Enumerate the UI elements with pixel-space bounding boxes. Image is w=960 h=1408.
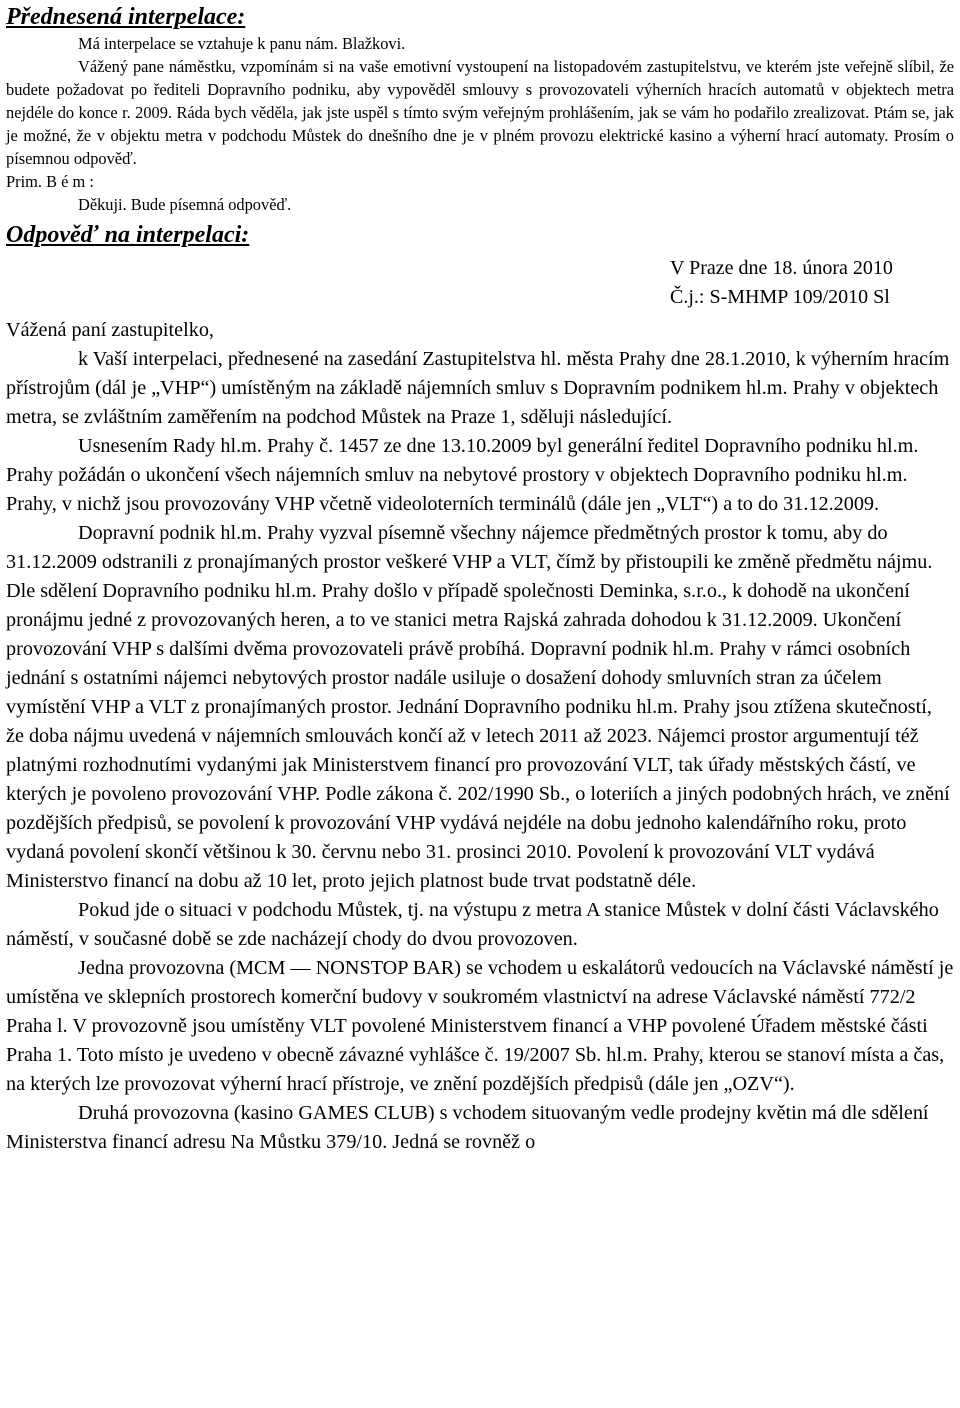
answer-section (6, 316, 954, 1157)
interpellation-heading: Přednesená interpelace: (6, 4, 246, 30)
prim-speaker: B é m : (46, 172, 94, 191)
answer-reference: Č.j.: S-MHMP 109/2010 Sl (670, 286, 890, 308)
answer-date: V Praze dne 18. února 2010 (670, 257, 893, 279)
answer-paragraph: Druhá provozovna (kasino GAMES CLUB) s vchodem situovaným vedle prodejny květin má dle sdělení Ministerstva financí adresu Na Můstku 379/10. Jedná se rovněž o (6, 1102, 929, 1153)
prim-label: Prim. (6, 172, 42, 191)
interpellation-section (6, 32, 954, 216)
prim-line (6, 170, 954, 193)
interpellation-reply: Děkuji. Bude písemná odpověď. (78, 195, 292, 214)
interpellation-addressee: Má interpelace se vztahuje k panu nám. Blažkovi. (78, 34, 406, 53)
answer-paragraph: k Vaší interpelaci, přednesené na zasedání Zastupitelstva hl. města Prahy dne 28.1.2010, k výherním hracím přístrojům (dál je „VHP“) umístěným na základě nájemních smluv s Dopravním podnikem hl.m. Prahy v objektech metra, se zvláštním zaměřením na podchod Můstek na Praze 1, sděluji následující. (6, 348, 950, 428)
answer-paragraph: Jedna provozovna (MCM — NONSTOP BAR) se vchodem u eskalátorů vedoucích na Václavské náměstí je umístěna ve sklepních prostorech komerční budovy v soukromém vlastnictví na adrese Václavské náměstí 772/2 Praha l. V provozovně jsou umístěny VLT povolené Ministerstvem financí a VHP povolené Úřadem městské části Praha 1. Toto místo je uvedeno v obecně závazné vyhlášce č. 19/2007 Sb. hl.m. Prahy, kterou se stanoví místa a čas, na kterých lze provozovat výherní hrací přístroje, ve znění pozdějších předpisů (dále jen „OZV“). (6, 957, 954, 1095)
answer-paragraph: Usnesením Rady hl.m. Prahy č. 1457 ze dne 13.10.2009 byl generální ředitel Dopravního podniku hl.m. Prahy požádán o ukončení všech nájemních smluv na nebytové prostory v objektech Dopravního podniku hl.m. Prahy, v nichž jsou provozovány VHP včetně videoloterních terminálů (dále jen „VLT“) a to do 31.12.2009. (6, 435, 919, 515)
answer-salutation: Vážená paní zastupitelko, (6, 319, 214, 341)
answer-heading: Odpověď na interpelaci: (6, 222, 250, 248)
answer-header-block (6, 254, 954, 312)
answer-paragraph: Pokud jde o situaci v podchodu Můstek, tj. na výstupu z metra A stanice Můstek v dolní části Václavského náměstí, v současné době se zde nacházejí chody do dvou provozoven. (6, 899, 939, 950)
answer-paragraph: Dopravní podnik hl.m. Prahy vyzval písemně všechny nájemce předmětných prostor k tomu, aby do 31.12.2009 odstranili z pronajímaných prostor veškeré VHP a VLT, čímž by přistoupili ke změně předmětu nájmu. Dle sdělení Dopravního podniku hl.m. Prahy došlo v případě společnosti Deminka, s.r.o., k dohodě na ukončení pronájmu jedné z provozovaných heren, a to ve stanici metra Rajská zahrada dohodou k 31.12.2009. Ukončení provozování VHP s dalšími dvěma provozovateli právě probíhá. Dopravní podnik hl.m. Prahy v rámci osobních jednání s ostatními nájemci nebytových prostor nadále usiluje o dosažení dohody smluvních stran za účelem vymístění VHP a VLT z pronajímaných prostor. Jednání Dopravního podniku hl.m. Prahy jsou ztížena skutečností, že doba nájmu uvedená v nájemních smlouvách končí až v letech 2011 až 2023. Nájemci prostor argumentují též platnými rozhodnutími vydanými jak Ministerstvem financí pro provozování VLT, tak úřady městských částí, ve kterých je povoleno provozování VHP. Podle zákona č. 202/1990 Sb., o loteriích a jiných podobných hrách, ve znění pozdějších předpisů, se povolení k provozování VHP vydává nejdéle na dobu jednoho kalendářního roku, proto vydaná povolení skončí většinou k 30. červnu nebo 31. prosinci 2010. Povolení k provozování VLT vydává Ministerstvo financí na dobu až 10 let, proto jejich platnost bude trvat podstatně déle. (6, 522, 950, 892)
interpellation-body: Vážený pane náměstku, vzpomínám si na vaše emotivní vystoupení na listopadovém zastupitelstvu, ve kterém jste veřejně slíbil, že budete požadovat po řediteli Dopravního podniku, aby vypověděl smlouvy s provozovateli výherních hracích automatů v objektech metra nejdéle do konce r. 2009. Ráda bych věděla, jak jste uspěl s tímto svým veřejným prohlášením, jak se vám ho podařilo zrealizovat. Ptám se, jak je možné, že v objektu metra v podchodu Můstek do dnešního dne je v plném provozu elektrické kasino a výherní hrací automaty. Prosím o písemnou odpověď. (6, 57, 954, 168)
